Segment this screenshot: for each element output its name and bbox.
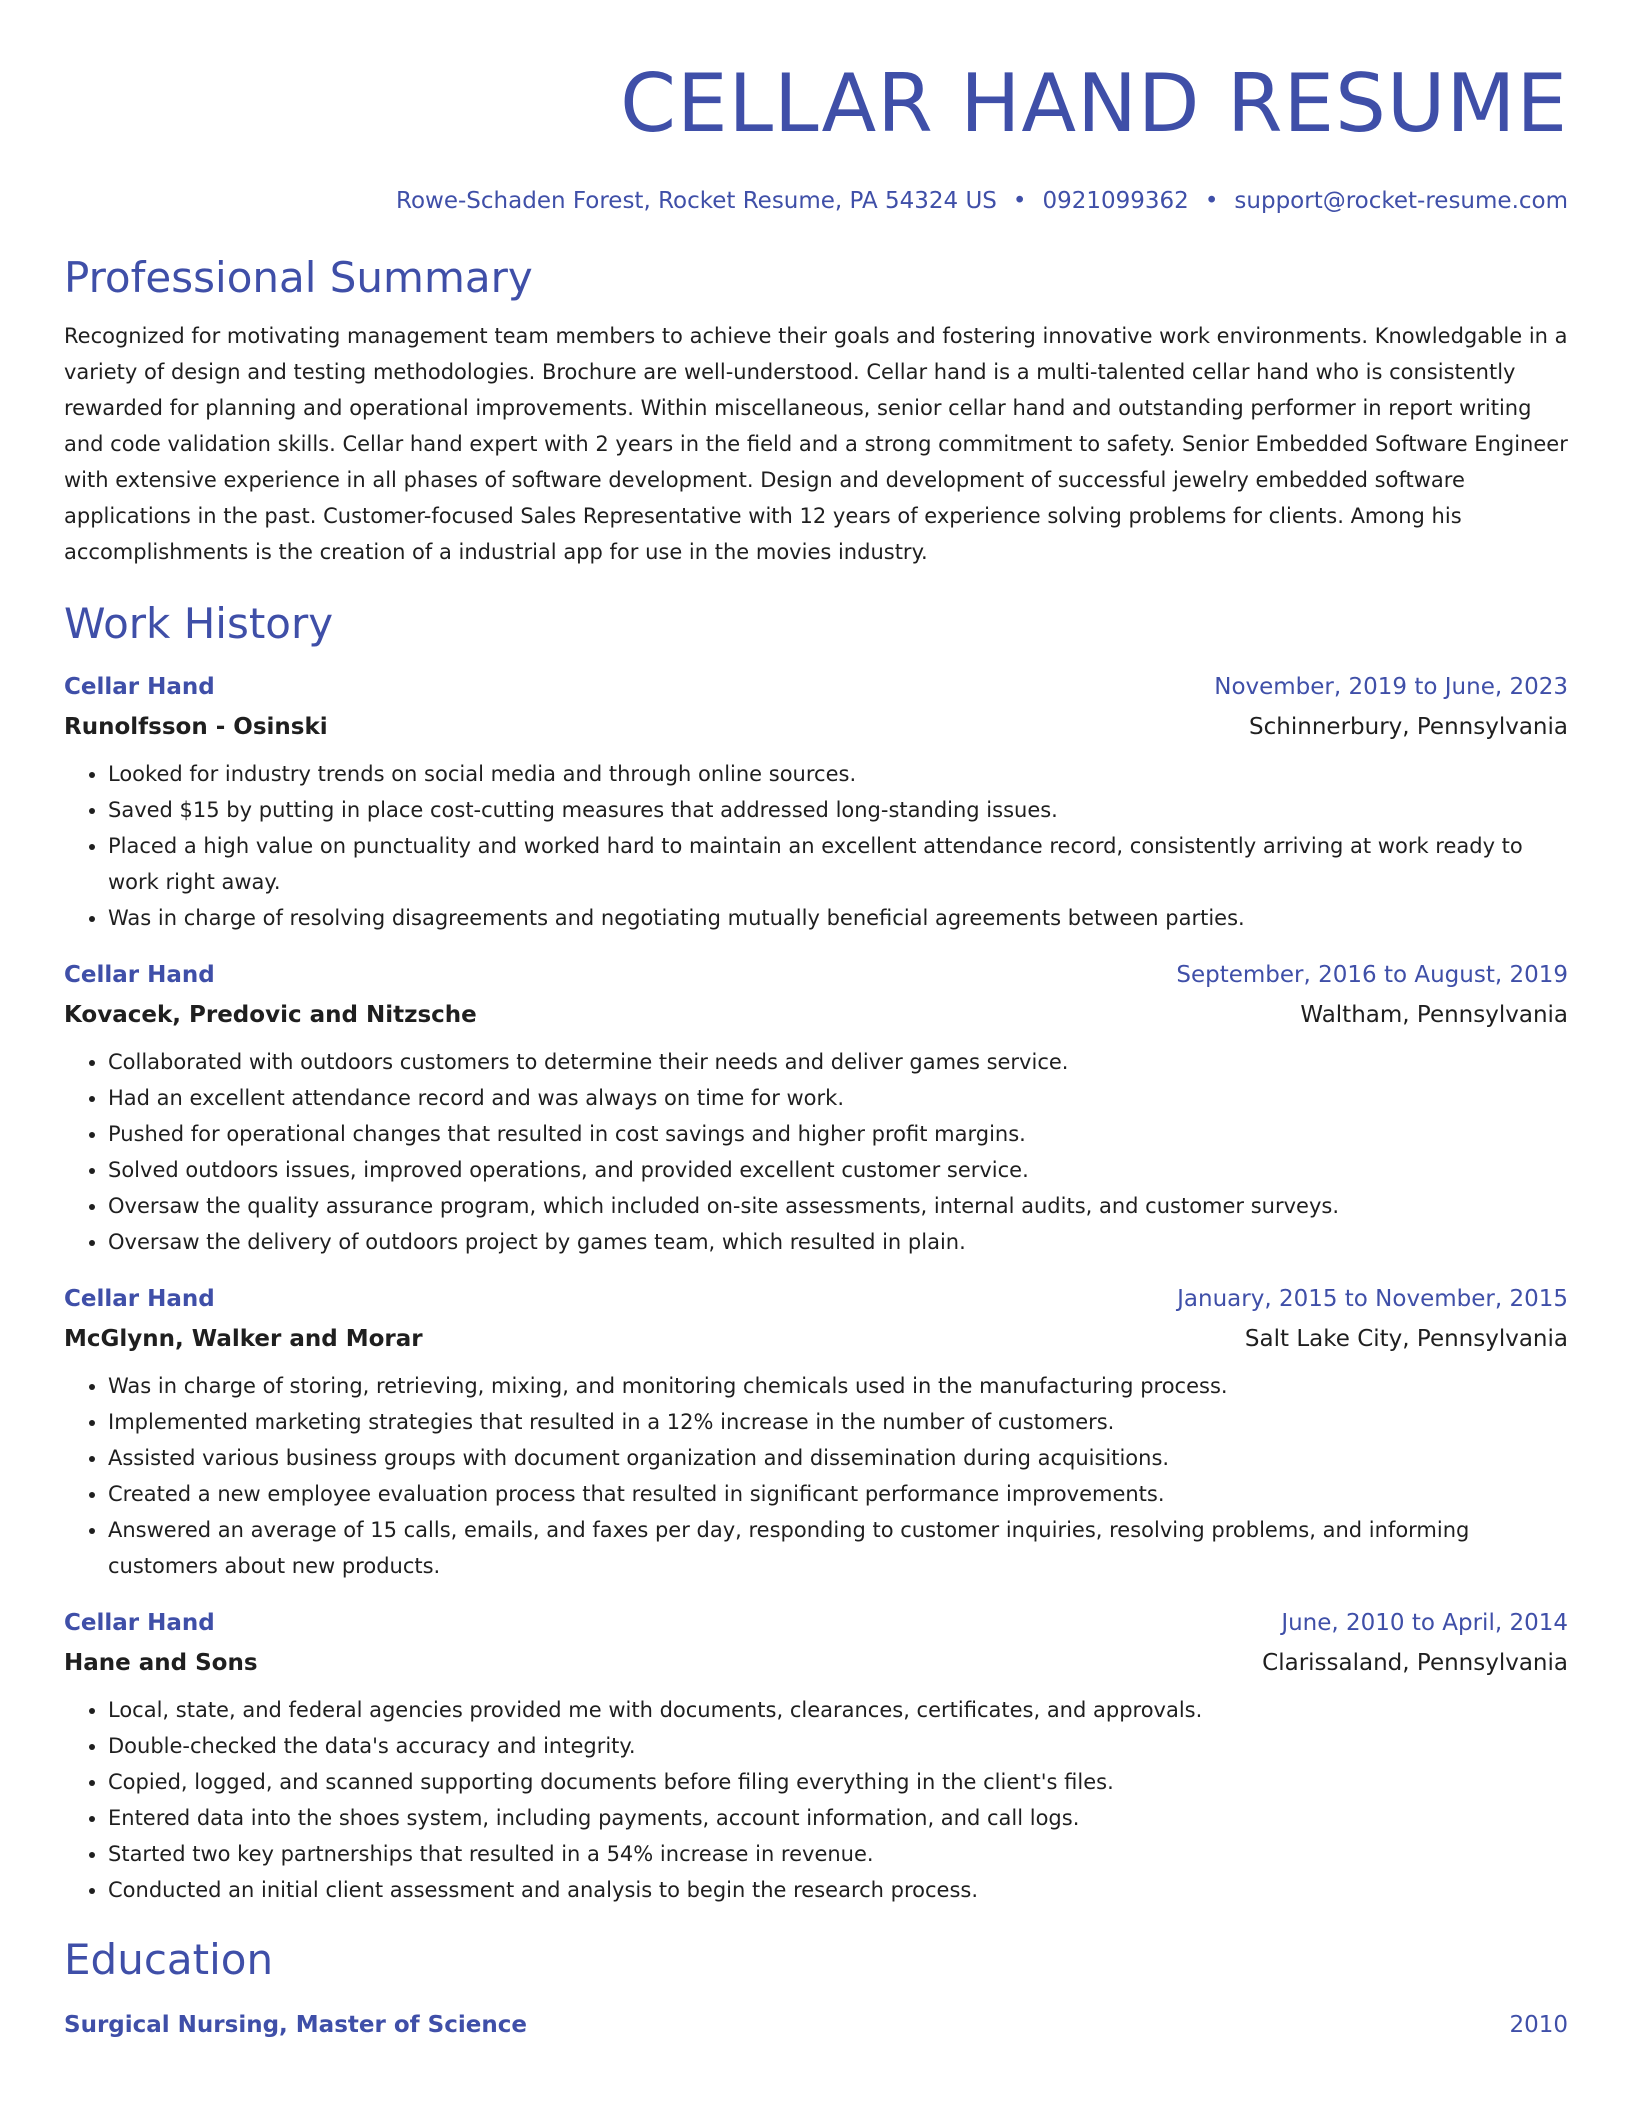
job-bullet: • Entered data into the shoes system, including payments, account information, and call logs. (108, 1800, 1568, 1836)
job-location: Schinnerbury, Pennsylvania (1249, 714, 1568, 740)
job-company: Kovacek, Predovic and Nitzsche (64, 1002, 477, 1028)
job-company-row (64, 1646, 1568, 1680)
job-title: Cellar Hand (64, 1286, 215, 1312)
contact-separator: • (1204, 188, 1219, 214)
job-dates: November, 2019 to June, 2023 (1214, 674, 1568, 700)
education-heading: Education (64, 1935, 274, 1984)
contact-phone: 0921099362 (1042, 188, 1189, 214)
job-bullet: • Double-checked the data's accuracy and integrity. (108, 1728, 1568, 1764)
job-header-row (64, 1606, 1568, 1640)
job-title: Cellar Hand (64, 1610, 215, 1636)
job-dates: June, 2010 to April, 2014 (1281, 1610, 1568, 1636)
job-bullet: • Conducted an initial client assessment and analysis to begin the research process. (108, 1872, 1568, 1908)
job-entry (64, 1282, 1568, 1584)
job-bullet: • Had an excellent attendance record and was always on time for work. (108, 1080, 1568, 1116)
job-bullet: • Assisted various business groups with document organization and dissemination during acquisitions. (108, 1440, 1568, 1476)
job-header-row (64, 670, 1568, 704)
job-location: Waltham, Pennsylvania (1300, 1002, 1568, 1028)
contact-address: Rowe-Schaden Forest, Rocket Resume, PA 54324 US (396, 188, 997, 214)
job-bullets (64, 756, 1568, 936)
job-company-row (64, 1322, 1568, 1356)
job-bullet: • Oversaw the quality assurance program, which included on-site assessments, internal audits, and customer surveys. (108, 1188, 1568, 1224)
education-degree: Surgical Nursing, Master of Science (64, 2012, 527, 2038)
job-header-row (64, 958, 1568, 992)
job-bullet: • Solved outdoors issues, improved operations, and provided excellent customer service. (108, 1152, 1568, 1188)
job-header-row (64, 1282, 1568, 1316)
job-bullets (64, 1368, 1568, 1584)
job-bullet: • Looked for industry trends on social media and through online sources. (108, 756, 1568, 792)
summary-heading: Professional Summary (64, 253, 533, 302)
job-dates: January, 2015 to November, 2015 (1177, 1286, 1568, 1312)
contact-email: support@rocket-resume.com (1234, 188, 1568, 214)
job-entry (64, 958, 1568, 1260)
job-company-row (64, 710, 1568, 744)
job-bullet: • Copied, logged, and scanned supporting documents before filing everything in the client's files. (108, 1764, 1568, 1800)
job-company: Runolfsson - Osinski (64, 714, 328, 740)
job-dates: September, 2016 to August, 2019 (1176, 962, 1568, 988)
contact-separator: • (1012, 188, 1027, 214)
resume-title: CELLAR HAND RESUME (620, 57, 1568, 150)
work-history-heading: Work History (64, 599, 334, 648)
resume-page (64, 56, 1568, 2042)
summary-text: Recognized for motivating management team members to achieve their goals and fostering innovative work environments. Knowledgable in a variety of design and testing methodologies. Brochure are well-understood. Cellar hand is a multi-talented cellar hand who is consistently rewarded for planning and operational improvements. Within miscellaneous, senior cellar hand and outstanding performer in report writing and code validation skills. Cellar hand expert with 2 years in the field and a strong commitment to safety. Senior Embedded Software Engineer with extensive experience in all phases of software development. Design and development of successful jewelry embedded software applications in the past. Customer-focused Sales Representative with 12 years of experience solving problems for clients. Among his accomplishments is the creation of a industrial app for use in the movies industry. (64, 324, 1568, 564)
job-company: McGlynn, Walker and Morar (64, 1326, 423, 1352)
job-location: Salt Lake City, Pennsylvania (1244, 1326, 1568, 1352)
job-bullet: • Pushed for operational changes that resulted in cost savings and higher profit margins. (108, 1116, 1568, 1152)
job-bullet: • Collaborated with outdoors customers to determine their needs and deliver games service. (108, 1044, 1568, 1080)
job-entry (64, 1606, 1568, 1908)
job-bullet: • Created a new employee evaluation process that resulted in significant performance improvements. (108, 1476, 1568, 1512)
job-bullet: • Oversaw the delivery of outdoors project by games team, which resulted in plain. (108, 1224, 1568, 1260)
job-bullet: • Was in charge of resolving disagreements and negotiating mutually beneficial agreements between parties. (108, 900, 1568, 936)
job-bullet: • Placed a high value on punctuality and worked hard to maintain an excellent attendance record, consistently arriving at work ready to work right away. (108, 828, 1568, 900)
job-bullet: • Answered an average of 15 calls, emails, and faxes per day, responding to customer inquiries, resolving problems, and informing customers about new products. (108, 1512, 1568, 1584)
job-title: Cellar Hand (64, 674, 215, 700)
education-entry (64, 2008, 1568, 2042)
job-bullet: • Saved $15 by putting in place cost-cutting measures that addressed long-standing issues. (108, 792, 1568, 828)
job-title: Cellar Hand (64, 962, 215, 988)
job-company-row (64, 998, 1568, 1032)
job-bullet: • Started two key partnerships that resulted in a 54% increase in revenue. (108, 1836, 1568, 1872)
contact-line (64, 186, 1568, 216)
job-bullet: • Implemented marketing strategies that resulted in a 12% increase in the number of customers. (108, 1404, 1568, 1440)
job-entry (64, 670, 1568, 936)
job-bullet: • Local, state, and federal agencies provided me with documents, clearances, certificates, and approvals. (108, 1692, 1568, 1728)
job-bullets (64, 1692, 1568, 1908)
job-bullets (64, 1044, 1568, 1260)
job-location: Clarissaland, Pennsylvania (1262, 1650, 1568, 1676)
job-bullet: • Was in charge of storing, retrieving, mixing, and monitoring chemicals used in the manufacturing process. (108, 1368, 1568, 1404)
job-company: Hane and Sons (64, 1650, 258, 1676)
education-year: 2010 (1509, 2012, 1568, 2038)
